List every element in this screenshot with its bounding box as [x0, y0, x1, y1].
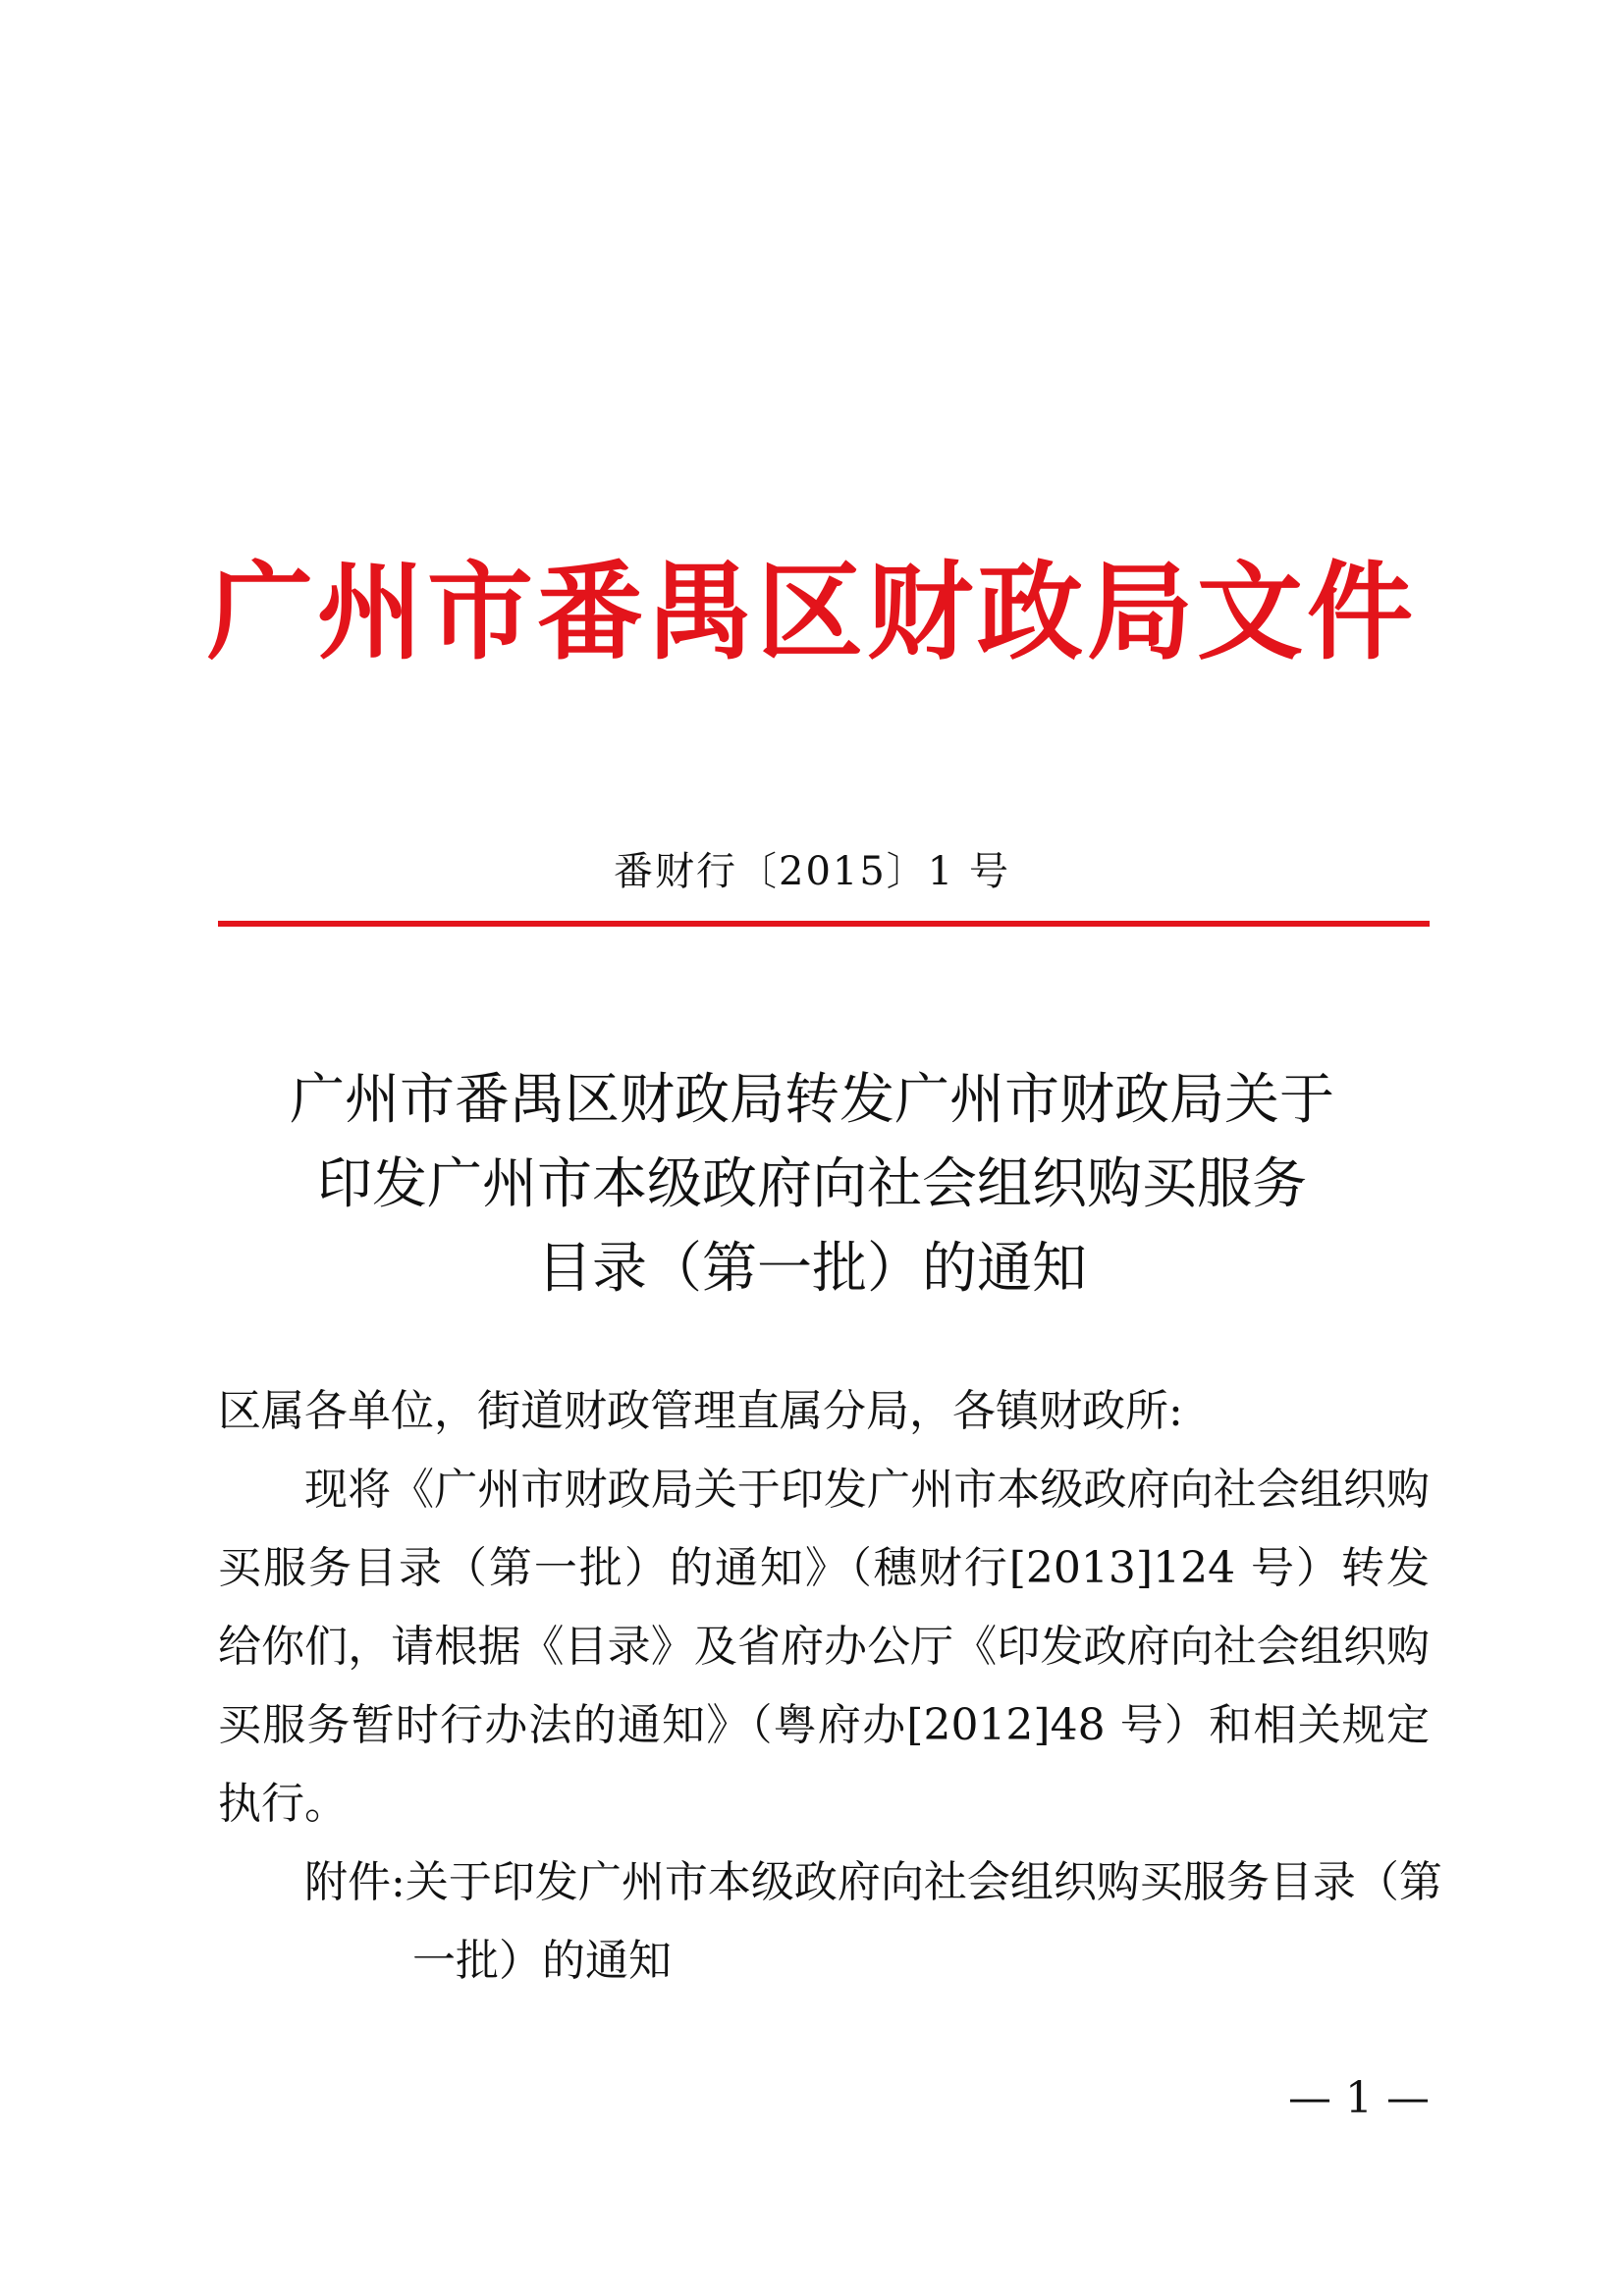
notice-title-line: 目录（第一批）的通知 [537, 1237, 1087, 1301]
notice-title-line: 广州市番禺区财政局转发广州市财政局关于 [290, 1068, 1334, 1132]
red-divider-line [218, 921, 1430, 927]
notice-title [0, 1058, 1624, 1311]
body-paragraph: 现将《广州市财政局关于印发广州市本级政府向社会组织购买服务目录（第一批）的通知》（穗财行[2013]124 号）转发给你们，请根据《目录》及省府办公厅《印发政府向社会组织购买服务暂时行办法的通知》（粤府办[2012]48 号）和相关规定执行。 [218, 1465, 1430, 1829]
page-number: — 1 — [1288, 2073, 1430, 2123]
masthead-title: 广州市番禺区财政局文件 [206, 552, 1417, 674]
salutation: 区属各单位，街道财政管理直属分局，各镇财政所: [218, 1386, 1183, 1436]
attachment-note [304, 1843, 1442, 2001]
attachment-line: 一批）的通知 [412, 1936, 672, 1986]
attachment-line: 附件:关于印发广州市本级政府向社会组织购买服务目录（第 [304, 1857, 1442, 1907]
document-number: 番财行〔2015〕1 号 [614, 849, 1010, 894]
notice-title-line: 印发广州市本级政府向社会组织购买服务 [317, 1152, 1307, 1216]
